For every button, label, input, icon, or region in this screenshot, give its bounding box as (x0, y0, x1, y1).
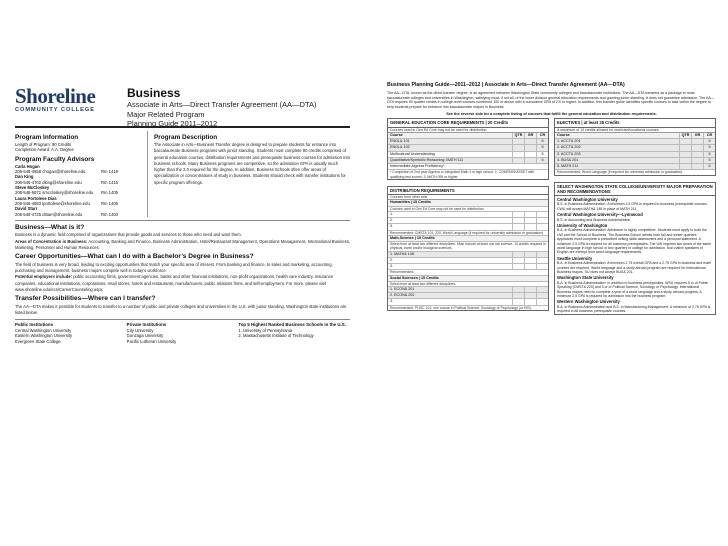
table-subtitle: Courses from other side. (388, 195, 548, 200)
course-cell: 1. ACCT& 201 (557, 139, 581, 144)
advisor-list (15, 164, 143, 217)
university-requirements: B.S. in Accounting and Business Administration (557, 217, 631, 222)
institution: City University (126, 327, 154, 333)
logo-subtitle: COMMUNITY COLLEGE (15, 107, 95, 113)
credit-cell (536, 218, 548, 223)
advisor-room: Rm 1415 (101, 179, 118, 185)
group-note: Select from at least two different disciplines. Must include at least one lab science. 10 credits required in physical, earth and/or biological sciences. (388, 242, 548, 252)
college-logo (15, 82, 127, 126)
planning-guide-back-page (379, 78, 722, 518)
dta-intro-text: The AA—DTA, known as the direct transfer degree, is an agreement between Washington State community colleges and baccalaureate institutions. The AA—DTA transfers as a package to most baccalaureate colleges and universities in Washington, satisfying most, if not all, of the lower division general education requirements and granting junior standing. It does not guarantee admission. The AA—DTA requires 90 quarter credits in college-level courses numbered 100 or above with a cumulative GPA of 2.0 or higher. In addition, this transfer guide identifies specific courses to take within the degree to help students prepare for entrance into baccalaureate majors in Business. (387, 91, 715, 109)
institution: 1. University of Pennsylvania (238, 327, 293, 333)
areas-list: Accounting, Banking and Finance, Business Administration, Hotel/Restaurant Management, Operations Management, International Business, Marketing, Personnel and Human Resources. (15, 238, 350, 250)
advisor-name: Dan King (15, 174, 34, 180)
grade-cell (524, 293, 536, 298)
grade-cell (524, 218, 536, 223)
table-title: DISTRIBUTION REQUIREMENTS (388, 187, 548, 195)
table-title: GENERAL EDUCATION CORE REQUIREMENTS | 20 Credits (388, 119, 548, 127)
qtr-cell (512, 212, 524, 217)
grade-cell (691, 152, 703, 157)
header-cell: GR (524, 133, 536, 138)
course-cell: Multicultural Understanding (390, 151, 435, 156)
course-cell: 4. BUS& 201 (557, 157, 579, 162)
areas-of-concentration (15, 239, 350, 252)
advisor-room: Rm 1403 (101, 211, 118, 217)
grade-cell (524, 212, 536, 217)
grade-cell (524, 252, 536, 257)
gen-ed-table (387, 118, 549, 179)
private-institutions-column (127, 322, 239, 344)
group-name: Math-Science | 15 Credits (390, 235, 435, 240)
university-name: University of Washington (557, 222, 608, 228)
section-divider (15, 220, 350, 221)
transfer-institutions-table (15, 319, 350, 344)
advisor-name: David Starr (15, 206, 38, 212)
course-cell: 1. ECON& 201 (390, 287, 415, 292)
course-cell: 1. MATH& 148 (390, 251, 414, 256)
qtr-cell (512, 287, 524, 292)
credit-cell (536, 264, 548, 269)
course-cell: 3. ACCT& 203 (557, 151, 581, 156)
requirements-right-column (554, 118, 716, 320)
credit-cell (536, 224, 548, 229)
qtr-cell (679, 164, 691, 169)
info-columns (15, 131, 350, 217)
course-cell: 2. (390, 257, 394, 262)
advisor-phone-email: 206-546-4725 dstarr@shoreline.edu (15, 211, 83, 217)
grade-cell (524, 299, 536, 304)
qtr-cell (679, 158, 691, 163)
advisor-name: Laura Portolese Dias (15, 195, 57, 201)
advisor-room: Rm 1405 (101, 190, 118, 196)
advisor-name: Carla Hogan (15, 163, 40, 169)
qtr-cell (512, 158, 524, 163)
grade-cell (691, 145, 703, 150)
what-is-business-heading: Business—What is it? (15, 223, 85, 231)
what-is-business-text: Business is a dynamic field comprised of organizations that provide goods and services to those who need and want them. (15, 232, 242, 238)
header-cell: QTR (679, 133, 691, 138)
qtr-cell (512, 252, 524, 257)
qtr-cell (512, 293, 524, 298)
credit-cell (536, 293, 548, 298)
grade-cell (524, 158, 536, 163)
algebra-note: * Completion of 2nd year Algebra or Integrated Math 3 in high school; 2. COMPASS/ASSET with qualifying test scores; 3. MATH 099 or higher. (390, 170, 535, 179)
header-cell: GR (691, 133, 703, 138)
potential-employers (15, 274, 350, 293)
column-title: Public Institutions (15, 322, 54, 328)
institution: Central Washington University (15, 327, 72, 333)
credit-cell (536, 252, 548, 257)
employers-label: Potential employers include: (15, 274, 73, 280)
advisor-phone-email: 206-546-4683 lportolese@shoreline.edu (15, 201, 90, 207)
credit-cell (536, 299, 548, 304)
recommended-note: Recommended: World Language (if required for university admission or graduation). (557, 170, 684, 175)
advisor-phone-email: 206-546-5871 smccloskey@shoreline.edu (15, 190, 94, 196)
table-title: SELECT WASHINGTON STATE COLLEGE/UNIVERSITY MAJOR PREPARATION AND RECOMMENDATIONS (555, 183, 715, 196)
transfer-heading: Transfer Possibilities—Where can I transfer? (15, 295, 156, 303)
career-heading: Career Opportunities—What can I do with a Bachelor’s Degree in Business? (15, 253, 254, 261)
program-length: Length of Program: 90 Credits (15, 142, 72, 147)
credit-cell: 5 (703, 158, 715, 163)
university-requirements: B.A. in Business Administration and B.S. in Manufacturing Management: A minimum of 2.75 GPA is required in all business prerequisite courses. (557, 304, 711, 314)
grade-cell (524, 152, 536, 157)
requirements-left-column (387, 118, 549, 320)
credit-cell (536, 287, 548, 292)
university-requirements: B.S. in Business Administration. A minimum 2.5 GPA is required to business prerequisite courses. CWU will accept MATH& 148 in place of MATH 211. (557, 202, 708, 211)
qtr-cell (512, 224, 524, 229)
advisor-room: Rm 1419 (101, 169, 118, 175)
course-cell: 3. (390, 264, 394, 269)
planning-guide-front-page (6, 78, 359, 518)
header-cell: Course (557, 132, 570, 137)
qtr-cell (512, 218, 524, 223)
advisor-phone-email: 206-546-4702 dking@shoreline.edu (15, 179, 82, 185)
qtr-cell (512, 264, 524, 269)
group-note: Courses used in Gen Ed Core may not be used for distribution. (388, 207, 548, 212)
program-description-heading: Program Description (154, 134, 218, 141)
qtr-cell (512, 139, 524, 144)
washington-universities-table (554, 182, 716, 315)
electives-table (554, 118, 716, 175)
department-title: Business (127, 86, 181, 100)
credit-cell: 5 (536, 152, 548, 157)
distribution-table (387, 186, 549, 311)
institution: Evergreen State College (15, 338, 61, 344)
reverse-side-note: See the reverse side for a complete listing of courses that fulfill the general education and distribution requirements. (446, 112, 657, 117)
grade-cell (524, 264, 536, 269)
recommended-note: Recommended: (388, 270, 548, 275)
group-note: Select from at least two different disciplines. (388, 282, 548, 287)
course-cell: ENGL& 101 (390, 139, 410, 144)
header-cell: QTR (512, 133, 524, 138)
university-name: Central Washington University—Lynnwood (557, 212, 643, 218)
table-subtitle: A maximum of 15 credits allowed for restricted/vocational courses. (555, 128, 715, 133)
guide-year: Planning Guide 2011–2012 (127, 119, 218, 128)
public-institutions-column (15, 322, 127, 344)
qtr-cell (679, 145, 691, 150)
document-header (15, 82, 350, 128)
university-requirements: B.A. in Business Administration: A minimum 2.75 overall GPA and a 2.75 GPA in business and math courses are required. World language and a study abroad program are required for International Business majors. SU does not accept BUS& 201. (557, 261, 711, 274)
transfer-text: The AA—DTA makes it possible for students to transfer to a number of public and private colleges and universities in the U.S. with junior standing. Washington state institutions are listed below. (15, 303, 347, 316)
institution: Pacific Lutheran University (126, 338, 177, 344)
credit-cell (536, 212, 548, 217)
institution: Gonzaga University (126, 333, 164, 339)
column-title: Private Institutions (126, 322, 167, 328)
course-cell: 3. (390, 224, 394, 229)
grade-cell (524, 258, 536, 263)
credit-cell: 5 (536, 145, 548, 150)
grade-cell (691, 164, 703, 169)
university-name: Seattle University (557, 255, 593, 261)
university-name: Washington State University (557, 275, 614, 281)
qtr-cell (679, 139, 691, 144)
grade-cell (691, 139, 703, 144)
table-subtitle: Courses used in Gen Ed Core may not be used for distribution. (388, 128, 548, 133)
document-titles (127, 82, 317, 126)
program-description-column (148, 131, 350, 217)
course-cell: Quantitative/Symbolic Reasoning: MATH 111 (390, 157, 464, 162)
program-info-heading: Program Information (15, 134, 79, 141)
advisors-heading: Program Faculty Advisors (15, 155, 95, 163)
qtr-cell (512, 152, 524, 157)
course-cell: Intermediate Algebra Proficiency* (390, 164, 445, 168)
credit-cell: 5 (703, 145, 715, 150)
course-cell: 2. (390, 218, 394, 223)
grade-cell (524, 145, 536, 150)
employers-list: public accounting firms, government agencies, banks and other financial institutions, non-profit organizations, health care industry, insurance companies, educational institutions, corporations, retail stores, hotels and restaurants, manufacturers, public relations firms, and self-employment. For more, please visit www.shoreline.edu/ecs/CareerCounseling.aspx (15, 274, 334, 292)
areas-label: Areas of Concentration in Business: (15, 238, 88, 244)
credit-cell: 5 (703, 152, 715, 157)
credit-cell: 5 (536, 158, 548, 163)
grade-cell (524, 139, 536, 144)
recommended-note: Recommended: PLISC 101; one course in Political Science, Sociology or Psychology (or HIS). (390, 305, 532, 310)
course-cell: 2. ECON& 202 (390, 293, 415, 298)
university-name: Western Washington University (557, 299, 620, 305)
requirements-grid (387, 118, 716, 320)
header-cell: CR (703, 133, 715, 138)
column-title: Top 5 Highest Ranked Business Schools in the U.S. (238, 322, 346, 328)
header-cell: Course (390, 132, 403, 137)
table-title: ELECTIVES | at least 25 Credits (555, 119, 715, 127)
institution: 2. Massachusetts Institute of Technology (238, 333, 314, 339)
course-cell: 1. (390, 211, 394, 216)
top-business-schools-column (238, 322, 350, 344)
course-cell: 3. (390, 299, 394, 304)
group-name: Social Sciences | 15 Credits (390, 275, 439, 280)
qtr-cell (512, 258, 524, 263)
course-cell: ENGL& 102 (390, 145, 410, 150)
grade-cell (524, 287, 536, 292)
course-cell: 5. MATH 211 (557, 164, 579, 168)
advisor-phone-email: 206-546-4558 chogan@shoreline.edu (15, 169, 86, 175)
program-type: Major Related Program (127, 109, 205, 119)
program-description-text: The Associate in Arts—Business Transfer degree is designed to prepare students for entrance into baccalaureate Business programs with junior standing. Students must complete 90 credits comprised of general education courses, distribution requirements and prerequisite business courses for admission into business schools. Many Business programs are competitive, so the admission GPA is usually much higher than the 2.0 required for the degree. In addition, Business Schools often offer areas of specialization or concentrations of study in business. Students should check with transfer institutions for specific program offerings. (154, 142, 350, 185)
logo-wordmark: Shoreline (15, 84, 96, 108)
recommended-note: Recommended: CMST& 101, 220, World Language (if required for university admission or graduation). (388, 231, 548, 236)
credit-cell (536, 258, 548, 263)
program-info-column (15, 131, 148, 217)
qtr-cell (512, 145, 524, 150)
grade-cell (691, 158, 703, 163)
degree-title: Associate in Arts—Direct Transfer Agreement (AA—DTA) (127, 100, 317, 109)
header-cell: CR (536, 133, 548, 138)
institution: Eastern Washington University (15, 333, 73, 339)
grade-cell (524, 224, 536, 229)
university-requirements: B.A. in Business Administration: Admission is highly competitive. Students must apply to both the UW and the School of Business. The Business School admits both fall and winter quarters. Applicants must complete a prescribed writing skills assessment and a personal statement. A minimum 2.5 GPA is required for all business prerequisites. The UW requires two years of the same world language in high school or two quarters in college for admission. Non-native speakers of English are exempt from world language requirements. (557, 228, 712, 255)
back-page-title: Business Planning Guide—2011–2012 | Associate in Arts—Direct Transfer Agreement (AA—DTA) (387, 82, 625, 88)
credit-cell: 5 (536, 139, 548, 144)
completion-award: Completion Award: A.A. Degree (15, 147, 74, 153)
credit-cell: 5 (703, 164, 715, 169)
qtr-cell (512, 299, 524, 304)
credit-cell: 5 (703, 139, 715, 144)
university-name: Central Washington University (557, 196, 618, 202)
group-name: Humanities | 15 Credits (390, 200, 431, 205)
university-requirements: B.A. in Business Administration: In addition to business prerequisites, WSU requires 5 cr of Public Speaking (CMST& 220) and 5 cr of Political Science, Sociology or Psychology. International Business majors need to complete a year of a world language and a study abroad program. A minimum 2.5 GPA is required for admission into the business program. (557, 280, 709, 299)
course-cell: 2. ACCT& 202 (557, 145, 581, 150)
advisor-name: Steve McCloskey (15, 185, 50, 191)
advisor-contact (15, 212, 143, 217)
advisor-room: Rm 1406 (101, 201, 118, 207)
qtr-cell (679, 152, 691, 157)
career-text: The field of business is very broad, leading to exciting opportunities that match your specific area of interest. From banking and finance, to sales and marketing, accounting, purchasing and management, business majors compete well in today’s workforce. (15, 261, 333, 274)
